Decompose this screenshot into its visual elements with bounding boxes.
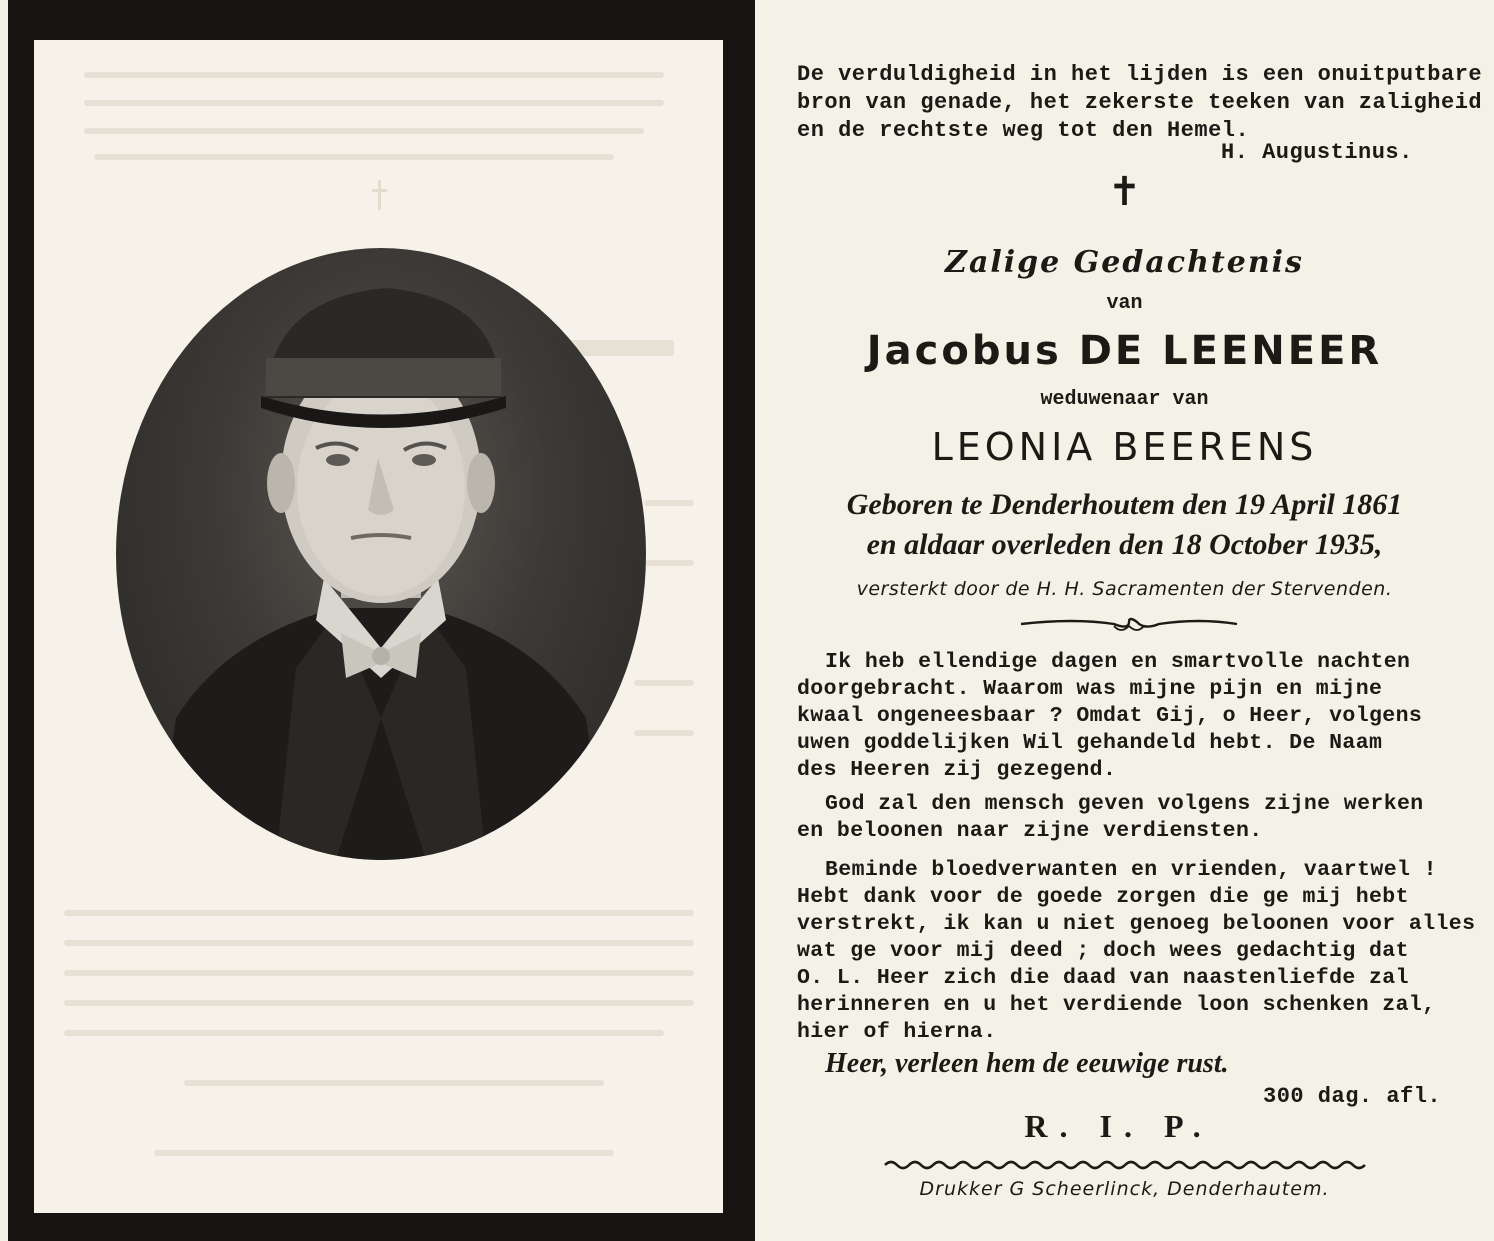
para3-line-3: verstrekt, ik kan u niet genoeg beloonen voor alles <box>797 912 1476 936</box>
title-zalige-gedachtenis: Zalige Gedachtenis <box>945 245 1304 280</box>
wavy-rule <box>883 1158 1369 1172</box>
para3-line-6: herinneren en u het verdiende loon schenken zal, <box>797 993 1436 1017</box>
para1-line-2: doorgebracht. Waarom was mijne pijn en mijne <box>797 677 1383 701</box>
portrait-panel-border <box>8 0 755 1241</box>
text-panel <box>755 0 1494 1241</box>
birth-line: Geboren te Denderhoutem den 19 April 1861 <box>846 488 1403 521</box>
deceased-name: Jacobus DE LEENEER <box>866 328 1383 374</box>
para3-line-5: O. L. Heer zich die daad van naastenliefde zal <box>797 966 1409 990</box>
para1-line-5: des Heeren zij gezegend. <box>797 758 1117 782</box>
para3-line-1: Beminde bloedverwanten en vrienden, vaartwel ! <box>825 858 1437 882</box>
sacraments-line: versterkt door de H. H. Sacramenten der Stervenden. <box>856 578 1393 600</box>
portrait-panel <box>34 40 723 1213</box>
ornament-divider <box>1019 612 1239 636</box>
portrait-illustration <box>116 248 646 860</box>
widower-label: weduwenaar van <box>1040 388 1209 411</box>
quote-line-2: bron van genade, het zekerste teeken van zaligheid <box>797 90 1483 115</box>
bleed-cross-icon <box>374 180 384 210</box>
portrait-photo <box>116 248 646 860</box>
printer-credit: Drukker G Scheerlinck, Denderhautem. <box>919 1178 1330 1200</box>
van-label: van <box>1106 292 1143 315</box>
quote-line-1: De verduldigheid in het lijden is een onuitputbare <box>797 62 1483 87</box>
indulgence: 300 dag. afl. <box>1263 1084 1442 1109</box>
para3-line-7: hier of hierna. <box>797 1020 997 1044</box>
para2-line-2: en beloonen naar zijne verdiensten. <box>797 819 1263 843</box>
para1-line-3: kwaal ongeneesbaar ? Omdat Gij, o Heer, volgens <box>797 704 1423 728</box>
quote-author: H. Augustinus. <box>1221 140 1413 165</box>
para3-line-2: Hebt dank voor de goede zorgen die ge mij hebt <box>797 885 1409 909</box>
para3-line-4: wat ge voor mij deed ; doch wees gedachtig dat <box>797 939 1409 963</box>
para1-line-4: uwen goddelijken Wil gehandeld hebt. De Naam <box>797 731 1383 755</box>
spouse-name: LEONIA BEERENS <box>931 425 1318 469</box>
quote-line-3: en de rechtste weg tot den Hemel. <box>797 118 1250 143</box>
prayer-line: Heer, verleen hem de eeuwige rust. <box>825 1048 1229 1079</box>
para1-line-1: Ik heb ellendige dagen en smartvolle nachten <box>825 650 1411 674</box>
death-line: en aldaar overleden den 18 October 1935, <box>866 528 1383 561</box>
cross-icon: ✝ <box>1107 169 1142 215</box>
para2-line-1: God zal den mensch geven volgens zijne werken <box>825 792 1424 816</box>
rip-text: R. I. P. <box>1024 1108 1213 1144</box>
